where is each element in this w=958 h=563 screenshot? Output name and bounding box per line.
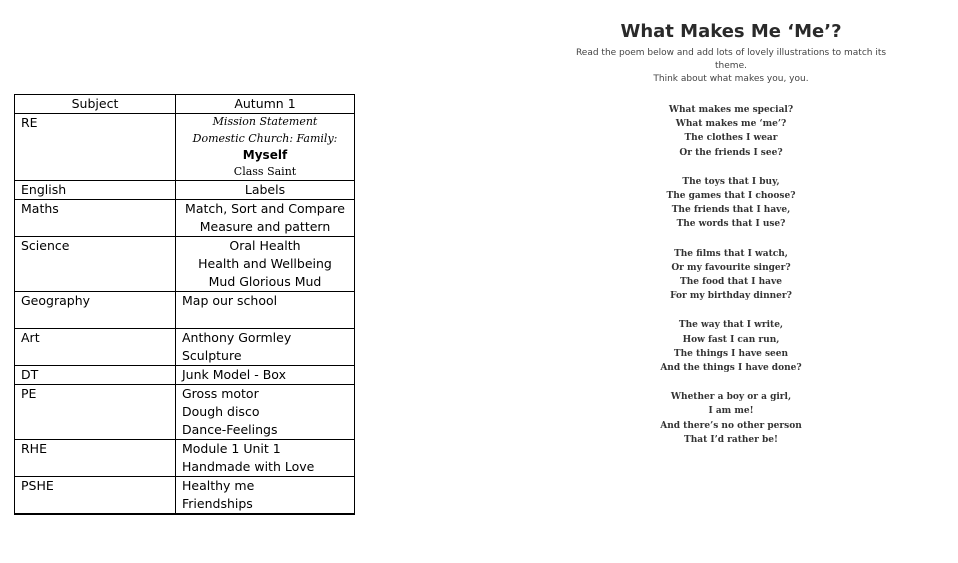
poem-line: The films that I watch,: [674, 248, 788, 259]
poem-line: The toys that I buy,: [682, 176, 780, 187]
subject-cell: Maths: [15, 200, 176, 237]
topic-cell: [176, 440, 355, 477]
topic-line: Dough disco: [182, 404, 260, 419]
instruction-line: Read the poem below and add lots of lovely illustrations to match its theme.: [575, 48, 887, 71]
topic-line: Domestic Church: Family:: [192, 131, 338, 145]
subject-cell: English: [15, 181, 176, 200]
topic-line: Oral Health: [229, 238, 301, 253]
topic-cell: [176, 200, 355, 237]
poem-line: Or my favourite singer?: [671, 262, 791, 273]
topic-line: Module 1 Unit 1: [182, 441, 281, 456]
topic-cell: [176, 385, 355, 440]
subject-cell: Art: [15, 329, 176, 366]
topic-cell: [176, 292, 355, 329]
table-row: [15, 385, 355, 440]
table-header-row: [15, 95, 355, 114]
topic-line: Sculpture: [182, 348, 242, 363]
topic-cell: [176, 237, 355, 292]
poem-line: For my birthday dinner?: [670, 291, 792, 302]
poem-line: And the things I have done?: [660, 363, 802, 374]
subject-cell: PE: [15, 385, 176, 440]
table-row: [15, 200, 355, 237]
subject-cell: Science: [15, 237, 176, 292]
topic-line: Map our school: [182, 293, 278, 308]
subject-cell: RE: [15, 114, 176, 181]
header-subject: Subject: [15, 95, 176, 114]
poem-line: The games that I choose?: [666, 191, 796, 202]
subject-cell: DT: [15, 366, 176, 385]
poem-line: That I’d rather be!: [684, 434, 778, 445]
poem-line: What makes me special?: [668, 105, 794, 115]
instruction-line: Think about what makes you, you.: [653, 74, 809, 84]
table-row: [15, 237, 355, 292]
topic-cell: [176, 114, 355, 181]
poem-body: [560, 103, 902, 447]
table-row: [15, 181, 355, 200]
table-row: [15, 477, 355, 515]
topic-line: Measure and pattern: [199, 219, 331, 234]
table-row: [15, 366, 355, 385]
poem-line: The way that I write,: [678, 320, 784, 331]
poem-line: How fast I can run,: [682, 334, 780, 345]
topic-line: Healthy me: [182, 478, 255, 493]
topic-line: Mud Glorious Mud: [208, 274, 322, 289]
subject-cell: PSHE: [15, 477, 176, 515]
table-row: [15, 114, 355, 181]
poem-line: The clothes I wear: [684, 133, 778, 144]
poem-panel: [560, 18, 902, 462]
poem-line: What makes me ‘me’?: [675, 119, 787, 130]
poem-line: The friends that I have,: [671, 205, 791, 216]
poem-line: The things I have seen: [673, 348, 789, 359]
topic-line: Class Saint: [233, 164, 297, 178]
table-row: [15, 440, 355, 477]
topic-line: Junk Model - Box: [182, 367, 286, 382]
poem-stanza: [560, 318, 902, 375]
topic-line: Mission Statement: [212, 115, 318, 128]
topic-cell: [176, 329, 355, 366]
subject-cell: RHE: [15, 440, 176, 477]
curriculum-table: [14, 94, 355, 515]
poem-line: I am me!: [708, 406, 754, 417]
poem-line: The food that I have: [680, 277, 782, 288]
poem-stanza: [560, 103, 902, 160]
poem-title: What Makes Me ‘Me’?: [620, 21, 842, 42]
topic-line: Gross motor: [182, 386, 259, 401]
topic-line: Labels: [244, 182, 286, 197]
topic-line: Anthony Gormley: [182, 330, 292, 345]
poem-line: Whether a boy or a girl,: [670, 392, 792, 403]
topic-line: Match, Sort and Compare: [185, 201, 345, 216]
poem-stanza: [560, 175, 902, 232]
topic-line: Health and Wellbeing: [198, 256, 332, 271]
header-autumn-1: Autumn 1: [176, 95, 355, 114]
topic-line: Dance-Feelings: [182, 422, 278, 437]
table-row: [15, 329, 355, 366]
poem-line: And there’s no other person: [660, 420, 802, 431]
poem-line: Or the friends I see?: [679, 147, 783, 158]
table-row: [15, 292, 355, 329]
poem-stanza: [560, 390, 902, 447]
topic-line: Myself: [242, 148, 288, 162]
poem-line: The words that I use?: [676, 219, 786, 230]
topic-line: Friendships: [182, 496, 253, 511]
subject-cell: Geography: [15, 292, 176, 329]
topic-cell: [176, 181, 355, 200]
poem-stanza: [560, 247, 902, 304]
topic-cell: [176, 477, 355, 515]
poem-instructions: [560, 47, 902, 86]
topic-cell: [176, 366, 355, 385]
topic-line: Handmade with Love: [182, 459, 315, 474]
